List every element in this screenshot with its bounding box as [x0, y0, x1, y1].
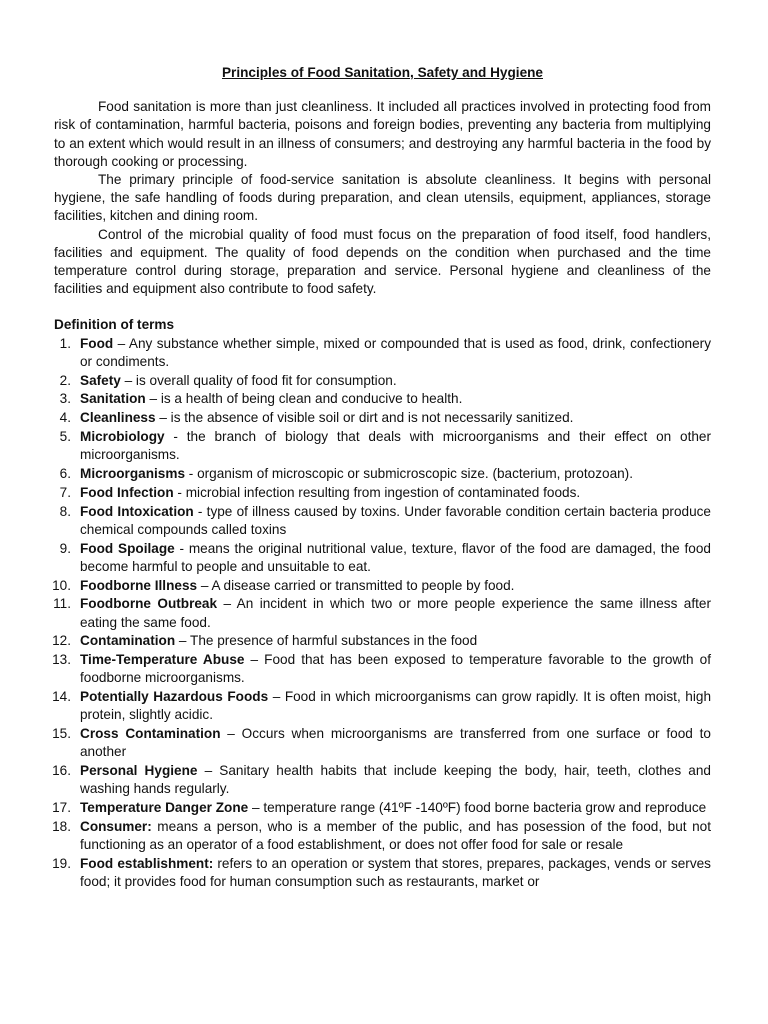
definition-number-text: 9. — [59, 540, 71, 556]
definition-number-text: 18. — [52, 819, 71, 835]
definition-number — [50, 503, 76, 521]
definition-item — [54, 390, 711, 408]
definition-item — [54, 503, 711, 539]
definition-term: Foodborne Outbreak — [80, 596, 218, 612]
definition-term: Microbiology — [80, 429, 165, 445]
definition-text: – is overall quality of food fit for consumption. — [120, 372, 397, 388]
definition-number-text: 5. — [59, 429, 71, 445]
definitions-list — [54, 335, 711, 892]
definition-term: Consumer: — [80, 819, 152, 835]
definition-number-text: 10. — [52, 577, 71, 593]
definition-number — [50, 632, 76, 650]
definition-term: Food Intoxication — [80, 503, 194, 519]
definition-text: – The presence of harmful substances in the food — [175, 633, 478, 649]
definition-number-text: 12. — [52, 633, 71, 649]
definition-term: Food establishment: — [80, 856, 214, 872]
definition-item — [54, 465, 711, 483]
definition-term: Food — [80, 335, 114, 351]
definition-text: - means the original nutritional value, texture, flavor of the food are damaged, the food become harmful to people and unsuitable to eat. — [80, 540, 711, 574]
definition-text: – Occurs when microorganisms are transferred from one surface or food to another — [80, 726, 711, 760]
definition-term: Cleanliness — [80, 410, 156, 426]
definition-text: – An incident in which two or more people experience the same illness after eating the same food. — [80, 596, 711, 630]
definition-item — [54, 688, 711, 724]
definition-term: Temperature Danger Zone — [80, 800, 249, 816]
definition-number — [50, 818, 76, 836]
definition-number — [50, 540, 76, 558]
definition-item — [54, 762, 711, 798]
definition-term: Potentially Hazardous Foods — [80, 689, 269, 705]
definition-number-text: 16. — [52, 763, 71, 779]
definition-number-text: 2. — [59, 372, 71, 388]
definitions-heading: Definition of terms — [54, 317, 175, 333]
definition-text: – A disease carried or transmitted to people by food. — [197, 577, 515, 593]
definition-number — [50, 577, 76, 595]
definition-number-text: 15. — [52, 726, 71, 742]
definition-number-text: 13. — [52, 652, 71, 668]
definition-number — [50, 372, 76, 390]
definition-item — [54, 651, 711, 687]
definition-term: Food Spoilage — [80, 540, 175, 556]
definition-item — [54, 595, 711, 631]
definition-text: – Food that has been exposed to temperature favorable to the growth of foodborne microorganisms. — [80, 652, 711, 686]
definition-text: – Sanitary health habits that include keeping the body, hair, teeth, clothes and washing hands regularly. — [80, 763, 711, 797]
definition-item — [54, 818, 711, 854]
definition-number — [50, 390, 76, 408]
intro-paragraph-2: The primary principle of food-service sanitation is absolute cleanliness. It begins with personal hygiene, the safe handling of foods during preparation, and clean utensils, equipment, appliances, storage facilities, kitchen and dining room. — [54, 172, 711, 224]
definition-term: Cross Contamination — [80, 726, 221, 742]
definition-item — [54, 632, 711, 650]
definition-term: Personal Hygiene — [80, 763, 198, 779]
definition-text: - microbial infection resulting from ingestion of contaminated foods. — [173, 484, 581, 500]
definition-number-text: 17. — [52, 800, 71, 816]
definition-number — [50, 799, 76, 817]
document-title: Principles of Food Sanitation, Safety and Hygiene — [221, 65, 543, 80]
definition-text: – Any substance whether simple, mixed or compounded that is used as food, drink, confectionery or condiments. — [80, 335, 711, 369]
definition-number — [50, 688, 76, 706]
definition-term: Sanitation — [80, 391, 146, 407]
definition-term: Microorganisms — [80, 466, 185, 482]
definition-item — [54, 409, 711, 427]
definition-number — [50, 409, 76, 427]
definition-number-text: 14. — [52, 689, 71, 705]
definition-item — [54, 855, 711, 891]
definition-text: – is a health of being clean and conducive to health. — [145, 391, 463, 407]
definition-number — [50, 335, 76, 353]
intro-paragraph-1: Food sanitation is more than just cleanliness. It included all practices involved in protecting food from risk of contamination, harmful bacteria, poisons and foreign bodies, preventing any bacteria from multiplying to an extent which would result in an illness of consumers; and destroying any harmful bacteria in the food by thorough cooking or processing. — [54, 99, 711, 169]
definition-text: – is the absence of visible soil or dirt and is not necessarily sanitized. — [155, 410, 574, 426]
definition-number — [50, 428, 76, 446]
definition-item — [54, 540, 711, 576]
definition-number-text: 7. — [59, 484, 71, 500]
definition-number — [50, 651, 76, 669]
definition-item — [54, 372, 711, 390]
definition-term: Foodborne Illness — [80, 577, 198, 593]
definition-item — [54, 335, 711, 371]
definition-number-text: 3. — [59, 391, 71, 407]
definition-term: Food Infection — [80, 484, 174, 500]
definition-text: refers to an operation or system that stores, prepares, packages, vends or serves food; it provides food for human consumption such as restaurants, market or — [80, 856, 711, 890]
definition-text: means a person, who is a member of the public, and has posession of the food, but not functioning as an operator of a food establishment, or does not offer food for sale or resale — [80, 819, 711, 853]
definition-number — [50, 725, 76, 743]
definition-item — [54, 484, 711, 502]
definition-text: - organism of microscopic or submicroscopic size. (bacterium, protozoan). — [185, 466, 633, 482]
definition-number-text: 19. — [52, 856, 71, 872]
definition-number — [50, 855, 76, 873]
definition-text: - type of illness caused by toxins. Under favorable condition certain bacteria produce chemical compounds called toxins — [80, 503, 711, 537]
definition-number — [50, 465, 76, 483]
definition-item — [54, 799, 711, 817]
definition-item — [54, 725, 711, 761]
definition-term: Contamination — [80, 633, 176, 649]
definition-number-text: 11. — [53, 596, 71, 612]
definition-number-text: 1. — [59, 335, 71, 351]
document-page — [54, 64, 711, 892]
intro-paragraph-3: Control of the microbial quality of food must focus on the preparation of food itself, food handlers, facilities and equipment. The quality of food depends on the condition when purchased and the time temperature control during storage, preparation and service. Personal hygiene and cleanliness of the facilities and equipment also contribute to food safety. — [54, 226, 711, 297]
definition-text: – temperature range (41ºF -140ºF) food borne bacteria grow and reproduce — [248, 800, 707, 816]
definition-item — [54, 428, 711, 464]
definition-text: - the branch of biology that deals with microorganisms and their effect on other microorganisms. — [80, 429, 711, 463]
definition-number — [50, 484, 76, 502]
definition-term: Safety — [80, 372, 121, 388]
definition-term: Time-Temperature Abuse — [80, 652, 245, 668]
definition-number-text: 8. — [59, 503, 71, 519]
definition-text: – Food in which microorganisms can grow rapidly. It is often moist, high protein, slightly acidic. — [80, 689, 712, 723]
definition-item — [54, 577, 711, 595]
definition-number — [50, 762, 76, 780]
definition-number-text: 6. — [59, 466, 71, 482]
definition-number — [50, 595, 76, 613]
definition-number-text: 4. — [59, 410, 71, 426]
